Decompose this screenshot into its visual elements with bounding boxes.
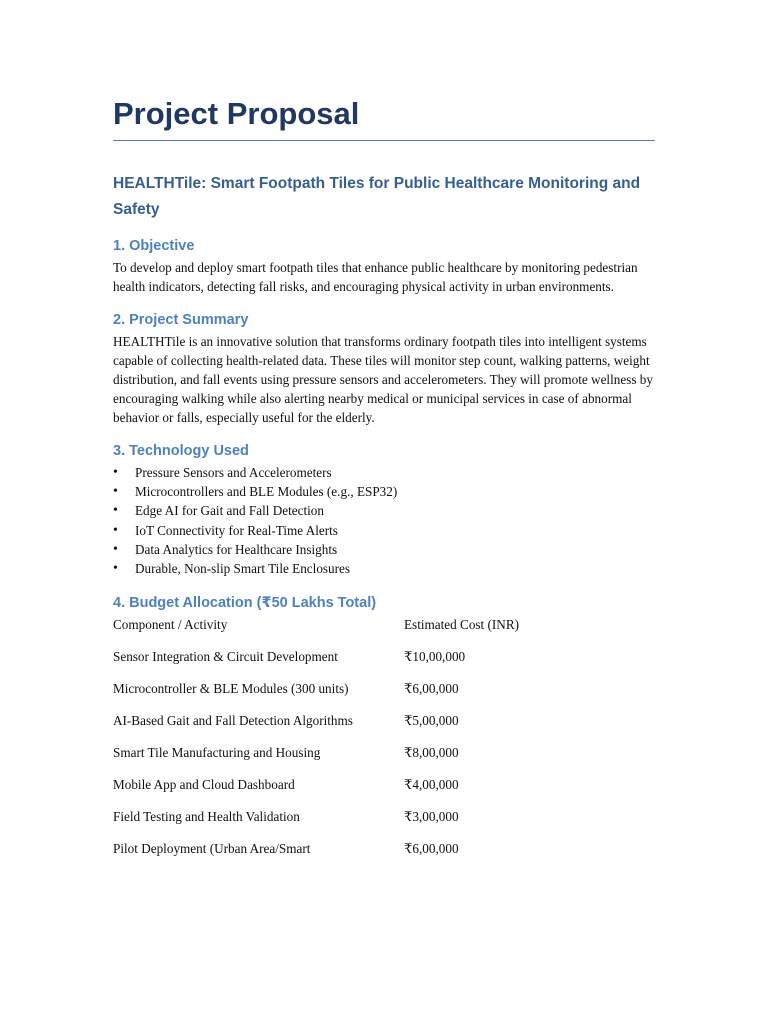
technology-heading: 3. Technology Used <box>113 443 249 459</box>
list-item-text: Data Analytics for Healthcare Insights <box>135 541 338 557</box>
table-row <box>113 679 655 711</box>
bullet-icon: • <box>113 503 118 519</box>
table-header-row <box>113 615 655 647</box>
component-cell: Mobile App and Cloud Dashboard <box>113 777 295 793</box>
cost-cell: ₹8,00,000 <box>404 745 459 761</box>
technology-section <box>113 440 655 578</box>
column-header-component: Component / Activity <box>113 617 228 633</box>
budget-section <box>113 592 655 871</box>
table-row <box>113 807 655 839</box>
bullet-icon: • <box>113 522 118 538</box>
component-cell: Field Testing and Health Validation <box>113 809 300 825</box>
table-row <box>113 647 655 679</box>
bullet-icon: • <box>113 541 118 557</box>
list-item-text: Durable, Non-slip Smart Tile Enclosures <box>135 561 351 577</box>
document-body <box>113 94 655 871</box>
component-cell: Pilot Deployment (Urban Area/Smart <box>113 841 311 857</box>
column-header-cost: Estimated Cost (INR) <box>404 617 520 633</box>
document-subtitle: HEALTHTile: Smart Footpath Tiles for Public Healthcare Monitoring and Safety <box>113 175 641 218</box>
cost-cell: ₹6,00,000 <box>404 681 459 697</box>
summary-text: HEALTHTile is an innovative solution that transforms ordinary footpath tiles into intelligent systems capable of collecting health-related data. These tiles will monitor step count, walking patterns, weight distribution, and fall events using pressure sensors and accelerometers. They will promote wellness by encouraging walking while also alerting nearby medical or municipal services in case of abnormal behavior or falls, especially useful for the elderly. <box>113 334 653 425</box>
summary-heading: 2. Project Summary <box>113 312 249 328</box>
list-item <box>113 540 655 559</box>
table-row <box>113 711 655 743</box>
page-title: Project Proposal <box>113 96 360 131</box>
list-item <box>113 482 655 501</box>
objective-text: To develop and deploy smart footpath tiles that enhance public healthcare by monitoring pedestrian health indicators, detecting fall risks, and encouraging physical activity in urban environments. <box>113 260 638 294</box>
list-item-text: IoT Connectivity for Real-Time Alerts <box>135 522 338 538</box>
cost-cell: ₹10,00,000 <box>404 649 466 665</box>
cost-cell: ₹6,00,000 <box>404 841 459 857</box>
table-row <box>113 775 655 807</box>
budget-table <box>113 615 655 871</box>
component-cell: Smart Tile Manufacturing and Housing <box>113 745 321 761</box>
cost-cell: ₹5,00,000 <box>404 713 459 729</box>
bullet-icon: • <box>113 465 118 480</box>
list-item-text: Pressure Sensors and Accelerometers <box>135 465 332 480</box>
table-row <box>113 839 655 871</box>
component-cell: Sensor Integration & Circuit Development <box>113 649 338 665</box>
technology-list <box>113 463 655 578</box>
list-item <box>113 559 655 578</box>
summary-section <box>113 309 655 427</box>
component-cell: AI-Based Gait and Fall Detection Algorithms <box>113 713 353 729</box>
list-item-text: Microcontrollers and BLE Modules (e.g., ESP32) <box>135 484 398 500</box>
budget-heading: 4. Budget Allocation (₹50 Lakhs Total) <box>113 595 377 612</box>
list-item <box>113 501 655 520</box>
table-row <box>113 743 655 775</box>
bullet-icon: • <box>113 484 118 500</box>
objective-section <box>113 235 655 296</box>
title-divider <box>113 140 655 141</box>
cost-cell: ₹4,00,000 <box>404 777 459 793</box>
cost-cell: ₹3,00,000 <box>404 809 459 825</box>
list-item <box>113 463 655 482</box>
list-item-text: Edge AI for Gait and Fall Detection <box>135 503 324 519</box>
bullet-icon: • <box>113 561 118 577</box>
list-item <box>113 521 655 540</box>
component-cell: Microcontroller & BLE Modules (300 units) <box>113 681 349 697</box>
objective-heading: 1. Objective <box>113 238 195 254</box>
